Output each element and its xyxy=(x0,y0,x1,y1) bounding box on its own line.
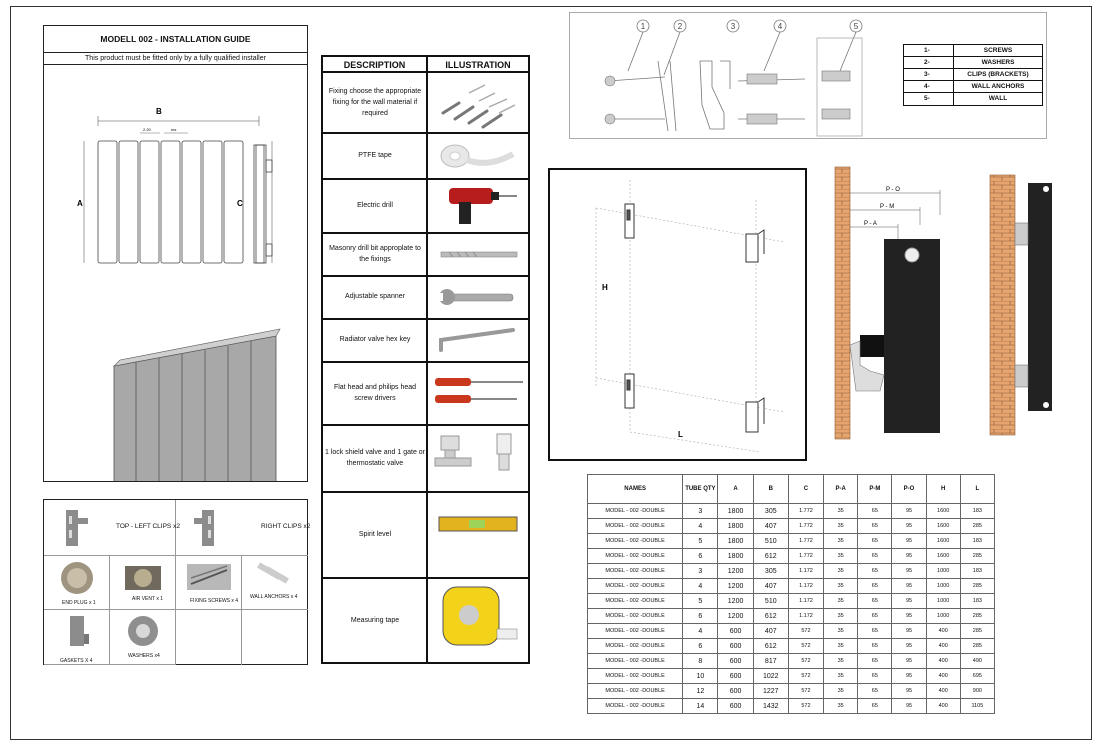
screwdrivers-icon xyxy=(429,363,528,424)
table-row xyxy=(588,549,995,564)
table-cell: 1000 xyxy=(926,564,960,579)
dim-small-2: ms xyxy=(171,127,177,132)
table-cell: 35 xyxy=(824,549,858,564)
table-cell: 572 xyxy=(788,684,823,699)
table-cell: 10 xyxy=(683,669,718,684)
table-cell: 95 xyxy=(892,504,926,519)
table-cell: 695 xyxy=(960,669,994,684)
table-cell: 1000 xyxy=(926,579,960,594)
tool-description: Masonry drill bit approplate to the fixings xyxy=(329,244,421,263)
table-cell: 285 xyxy=(960,624,994,639)
fixing-screws-icon xyxy=(187,564,231,594)
table-cell: 95 xyxy=(892,639,926,654)
guide-subtitle: This product must be fitted only by a fully qualified installer xyxy=(44,53,307,65)
fixing-number-2: 2 xyxy=(677,22,683,31)
table-cell: 4 xyxy=(683,624,718,639)
table-cell: 1800 xyxy=(718,549,753,564)
table-cell: 400 xyxy=(926,684,960,699)
dim-pa-label: P - A xyxy=(864,221,877,227)
table-cell: 35 xyxy=(824,579,858,594)
table-cell: 35 xyxy=(824,669,858,684)
table-cell: 600 xyxy=(718,624,753,639)
wall-bracket-section xyxy=(1015,223,1028,245)
table-cell: 35 xyxy=(824,594,858,609)
dim-c-label: C xyxy=(237,199,243,208)
legend-label: WASHERS xyxy=(981,59,1015,66)
table-cell: 407 xyxy=(753,519,788,534)
table-cell: 1.172 xyxy=(788,609,823,624)
table-cell: 1200 xyxy=(718,609,753,624)
table-row xyxy=(588,609,995,624)
table-cell: 183 xyxy=(960,504,994,519)
table-cell: 1200 xyxy=(718,564,753,579)
table-cell: 95 xyxy=(892,609,926,624)
table-cell: 1000 xyxy=(926,594,960,609)
table-cell: 600 xyxy=(718,684,753,699)
legend-number: 2- xyxy=(904,57,954,68)
table-cell: MODEL - 002 -DOUBLE xyxy=(588,654,683,669)
table-row xyxy=(588,579,995,594)
brick-wall-left xyxy=(835,167,850,439)
table-cell: 95 xyxy=(892,624,926,639)
table-cell: 900 xyxy=(960,684,994,699)
table-cell: 95 xyxy=(892,684,926,699)
parts-cell-top-left-clips xyxy=(44,500,180,556)
table-cell: 35 xyxy=(824,534,858,549)
table-cell: MODEL - 002 -DOUBLE xyxy=(588,564,683,579)
table-cell: 95 xyxy=(892,534,926,549)
table-cell: 65 xyxy=(858,519,892,534)
table-cell: 65 xyxy=(858,654,892,669)
table-cell: 5 xyxy=(683,534,718,549)
tools-row xyxy=(323,363,528,426)
table-cell: MODEL - 002 -DOUBLE xyxy=(588,699,683,714)
table-row xyxy=(588,684,995,699)
table-cell: 65 xyxy=(858,699,892,714)
table-cell: 400 xyxy=(926,639,960,654)
bracket-clip-icon xyxy=(194,508,234,548)
tool-description: Radiator valve hex key xyxy=(339,336,411,344)
legend-row xyxy=(904,81,1042,93)
parts-cell-end-plug xyxy=(44,556,110,610)
table-cell: 1000 xyxy=(926,609,960,624)
dim-pm-label: P - M xyxy=(880,204,895,210)
table-header: B xyxy=(753,475,788,504)
table-row xyxy=(588,504,995,519)
table-cell: 1800 xyxy=(718,534,753,549)
wall-bracket-section xyxy=(1015,365,1028,387)
tools-row xyxy=(323,426,528,493)
tools-row xyxy=(323,277,528,320)
table-cell: 400 xyxy=(926,699,960,714)
table-cell: 285 xyxy=(960,609,994,624)
table-cell: 35 xyxy=(824,624,858,639)
table-cell: 285 xyxy=(960,639,994,654)
tools-row xyxy=(323,320,528,363)
table-cell: 1105 xyxy=(960,699,994,714)
table-cell: 35 xyxy=(824,699,858,714)
legend-label: WALL xyxy=(988,95,1008,102)
table-row xyxy=(588,699,995,714)
gasket-icon xyxy=(64,614,94,648)
legend-label: WALL ANCHORS xyxy=(971,83,1025,90)
table-cell: 4 xyxy=(683,579,718,594)
table-cell: 1600 xyxy=(926,549,960,564)
table-header: C xyxy=(788,475,823,504)
table-row xyxy=(588,669,995,684)
table-cell: 572 xyxy=(788,699,823,714)
dim-b-label: B xyxy=(156,107,162,116)
table-header: L xyxy=(960,475,994,504)
table-cell: 305 xyxy=(753,564,788,579)
table-cell: 8 xyxy=(683,654,718,669)
table-cell: 35 xyxy=(824,564,858,579)
fixing-number-5: 5 xyxy=(853,22,859,31)
legend-label: CLIPS (BRACKETS) xyxy=(967,71,1029,78)
table-cell: 65 xyxy=(858,684,892,699)
ptfe-tape-icon xyxy=(429,134,528,178)
parts-label-washers: WASHERS x4 xyxy=(128,653,160,659)
table-row xyxy=(588,594,995,609)
tools-table xyxy=(321,55,530,664)
table-cell: MODEL - 002 -DOUBLE xyxy=(588,594,683,609)
table-cell: 1200 xyxy=(718,594,753,609)
table-cell: 183 xyxy=(960,594,994,609)
table-cell: 490 xyxy=(960,654,994,669)
fixing-number-3: 3 xyxy=(730,22,736,31)
table-header: H xyxy=(926,475,960,504)
parts-cell-air-vent xyxy=(110,556,176,610)
table-cell: 1.772 xyxy=(788,504,823,519)
table-cell: 183 xyxy=(960,564,994,579)
table-cell: 183 xyxy=(960,534,994,549)
table-cell: 572 xyxy=(788,669,823,684)
table-cell: 510 xyxy=(753,594,788,609)
table-header: A xyxy=(718,475,753,504)
table-cell: 65 xyxy=(858,549,892,564)
legend-number: 1- xyxy=(904,45,954,56)
tool-description: Spirit level xyxy=(358,530,392,538)
end-plug-icon xyxy=(57,560,97,596)
radiator-side-view xyxy=(254,145,272,263)
table-cell: 65 xyxy=(858,594,892,609)
table-header: P-M xyxy=(858,475,892,504)
table-cell: 65 xyxy=(858,624,892,639)
parts-label-right-clips: RIGHT CLIPS x2 xyxy=(261,523,311,530)
tools-row xyxy=(323,134,528,180)
valves-icon xyxy=(429,426,528,491)
legend-row xyxy=(904,57,1042,69)
table-cell: 407 xyxy=(753,624,788,639)
parts-cell-empty xyxy=(242,610,308,665)
legend-row xyxy=(904,69,1042,81)
dim-po-label: P - O xyxy=(886,187,900,193)
parts-label-fixing-screws: FIXING SCREWS x 4 xyxy=(190,598,239,604)
bracket-layout-diagram xyxy=(548,168,807,461)
table-cell: MODEL - 002 -DOUBLE xyxy=(588,669,683,684)
table-cell: 407 xyxy=(753,579,788,594)
tools-row xyxy=(323,234,528,277)
adjustable-spanner-icon xyxy=(429,277,528,318)
drill-bit-icon xyxy=(429,234,528,275)
tools-row xyxy=(323,75,528,134)
installation-guide-panel xyxy=(43,25,308,482)
table-cell: 5 xyxy=(683,594,718,609)
table-cell: 65 xyxy=(858,609,892,624)
table-cell: MODEL - 002 -DOUBLE xyxy=(588,549,683,564)
table-cell: 572 xyxy=(788,624,823,639)
parts-cell-right-clips xyxy=(176,500,311,556)
table-cell: 65 xyxy=(858,579,892,594)
table-cell: 65 xyxy=(858,534,892,549)
tools-header-illustration: ILLUSTRATION xyxy=(428,57,528,73)
table-cell: 95 xyxy=(892,579,926,594)
tool-description: Flat head and philips head screw drivers xyxy=(333,383,417,402)
washer-icon xyxy=(123,614,163,648)
table-cell: 1200 xyxy=(718,579,753,594)
table-cell: 14 xyxy=(683,699,718,714)
tools-header-description: DESCRIPTION xyxy=(323,57,426,73)
table-cell: 35 xyxy=(824,684,858,699)
table-cell: 1600 xyxy=(926,504,960,519)
tool-description: Fixing choose the appropriate fixing for the wall material if required xyxy=(328,88,422,117)
legend-number: 5- xyxy=(904,93,954,105)
parts-cell-gaskets xyxy=(44,610,110,665)
table-cell: 35 xyxy=(824,504,858,519)
table-cell: 285 xyxy=(960,579,994,594)
parts-label-end-plug: END PLUG x 1 xyxy=(62,600,96,606)
legend-row xyxy=(904,93,1042,105)
table-cell: 305 xyxy=(753,504,788,519)
table-cell: 95 xyxy=(892,594,926,609)
radiator-side-section xyxy=(884,239,940,433)
table-cell: 1.172 xyxy=(788,579,823,594)
table-row xyxy=(588,639,995,654)
table-cell: 1.172 xyxy=(788,564,823,579)
parts-label-top-left-clips: TOP - LEFT CLIPS x2 xyxy=(116,523,180,530)
table-cell: MODEL - 002 -DOUBLE xyxy=(588,684,683,699)
table-header: P-A xyxy=(824,475,858,504)
table-cell: 1022 xyxy=(753,669,788,684)
layout-h-label: H xyxy=(602,283,608,292)
table-cell: MODEL - 002 -DOUBLE xyxy=(588,624,683,639)
wall-anchors-icon xyxy=(253,562,297,592)
table-cell: 1800 xyxy=(718,519,753,534)
tools-row xyxy=(323,579,528,664)
table-cell: 600 xyxy=(718,699,753,714)
table-row xyxy=(588,564,995,579)
table-cell: 612 xyxy=(753,549,788,564)
wall-section-drawings xyxy=(830,165,1060,445)
table-cell: MODEL - 002 -DOUBLE xyxy=(588,579,683,594)
radiator-outlet-icon xyxy=(905,248,919,262)
table-cell: 612 xyxy=(753,609,788,624)
table-cell: 35 xyxy=(824,639,858,654)
table-cell: 35 xyxy=(824,519,858,534)
parts-cell-wall-anchors xyxy=(242,556,308,610)
table-cell: 1.772 xyxy=(788,534,823,549)
table-cell: 1600 xyxy=(926,534,960,549)
table-cell: 65 xyxy=(858,504,892,519)
table-cell: 1.772 xyxy=(788,519,823,534)
air-vent-icon xyxy=(123,562,163,594)
dim-small-1: 2.20 xyxy=(143,127,151,132)
table-cell: 400 xyxy=(926,654,960,669)
electric-drill-icon xyxy=(429,180,528,232)
legend-row xyxy=(904,45,1042,57)
table-row xyxy=(588,534,995,549)
radiator-front-view xyxy=(84,116,272,263)
table-cell: 285 xyxy=(960,519,994,534)
table-cell: 817 xyxy=(753,654,788,669)
fixing-legend xyxy=(903,44,1043,106)
table-cell: 285 xyxy=(960,549,994,564)
table-cell: MODEL - 002 -DOUBLE xyxy=(588,609,683,624)
parts-label-gaskets: GASKETS X 4 xyxy=(60,658,93,664)
tools-row xyxy=(323,180,528,234)
legend-number: 3- xyxy=(904,69,954,80)
table-row xyxy=(588,654,995,669)
layout-l-label: L xyxy=(678,430,683,439)
table-row xyxy=(588,519,995,534)
table-cell: 6 xyxy=(683,639,718,654)
table-cell: MODEL - 002 -DOUBLE xyxy=(588,534,683,549)
dim-a-label: A xyxy=(77,199,83,208)
parts-cell-washers xyxy=(110,610,176,665)
table-header: TUBE QTY xyxy=(683,475,718,504)
table-cell: 510 xyxy=(753,534,788,549)
table-cell: MODEL - 002 -DOUBLE xyxy=(588,504,683,519)
brick-wall-right xyxy=(990,175,1015,435)
spirit-level-icon xyxy=(429,493,528,577)
measuring-tape-icon xyxy=(429,579,528,664)
dimension-table xyxy=(587,474,995,714)
table-cell: 95 xyxy=(892,699,926,714)
table-cell: MODEL - 002 -DOUBLE xyxy=(588,519,683,534)
bracket-clip-icon xyxy=(58,508,98,548)
guide-title: MODELL 002 - INSTALLATION GUIDE xyxy=(44,26,307,53)
table-cell: MODEL - 002 -DOUBLE xyxy=(588,639,683,654)
table-cell: 1432 xyxy=(753,699,788,714)
table-cell: 35 xyxy=(824,654,858,669)
table-cell: 95 xyxy=(892,564,926,579)
screws-and-anchors-icon xyxy=(429,75,528,132)
radiator-drawings xyxy=(44,66,307,481)
table-cell: 95 xyxy=(892,669,926,684)
table-cell: 612 xyxy=(753,639,788,654)
tool-description: Adjustable spanner xyxy=(345,293,405,301)
table-cell: 4 xyxy=(683,519,718,534)
legend-number: 4- xyxy=(904,81,954,92)
table-cell: 600 xyxy=(718,669,753,684)
table-row xyxy=(588,624,995,639)
wall-bracket-group xyxy=(625,204,764,432)
table-cell: 6 xyxy=(683,609,718,624)
table-cell: 65 xyxy=(858,669,892,684)
table-cell: 35 xyxy=(824,609,858,624)
fixing-number-1: 1 xyxy=(640,22,646,31)
table-cell: 65 xyxy=(858,564,892,579)
table-cell: 95 xyxy=(892,654,926,669)
tool-description: 1 lock shield valve and 1 gate or thermostatic valve xyxy=(325,448,426,467)
table-cell: 95 xyxy=(892,519,926,534)
table-cell: 1600 xyxy=(926,519,960,534)
table-cell: 65 xyxy=(858,639,892,654)
tool-description: Electric drill xyxy=(357,201,393,209)
parts-label-air-vent: AIR VENT x 1 xyxy=(132,596,164,602)
parts-cell-empty xyxy=(176,610,242,665)
table-cell: 1800 xyxy=(718,504,753,519)
table-cell: 3 xyxy=(683,564,718,579)
table-cell: 600 xyxy=(718,639,753,654)
table-header: NAMES xyxy=(588,475,683,504)
table-body xyxy=(588,504,995,714)
legend-label: SCREWS xyxy=(983,47,1013,54)
table-cell: 600 xyxy=(718,654,753,669)
tool-description: PTFE tape xyxy=(358,151,392,159)
table-cell: 1.172 xyxy=(788,594,823,609)
table-cell: 95 xyxy=(892,549,926,564)
table-header-row xyxy=(588,475,995,504)
parts-cell-fixing-screws xyxy=(176,556,242,610)
fixing-number-4: 4 xyxy=(777,22,783,31)
hex-key-icon xyxy=(429,320,528,361)
table-cell: 400 xyxy=(926,669,960,684)
radiator-side-profile xyxy=(1028,183,1052,411)
table-cell: 572 xyxy=(788,654,823,669)
parts-panel xyxy=(43,499,311,665)
radiator-3d-view xyxy=(114,329,280,481)
tool-description: Measuring tape xyxy=(350,617,400,625)
table-cell: 572 xyxy=(788,639,823,654)
tools-row xyxy=(323,493,528,579)
table-header: P-O xyxy=(892,475,926,504)
table-cell: 1227 xyxy=(753,684,788,699)
table-cell: 3 xyxy=(683,504,718,519)
table-cell: 6 xyxy=(683,549,718,564)
table-cell: 12 xyxy=(683,684,718,699)
table-cell: 1.772 xyxy=(788,549,823,564)
parts-label-wall-anchors: WALL ANCHORS x 4 xyxy=(250,594,298,600)
table-cell: 400 xyxy=(926,624,960,639)
